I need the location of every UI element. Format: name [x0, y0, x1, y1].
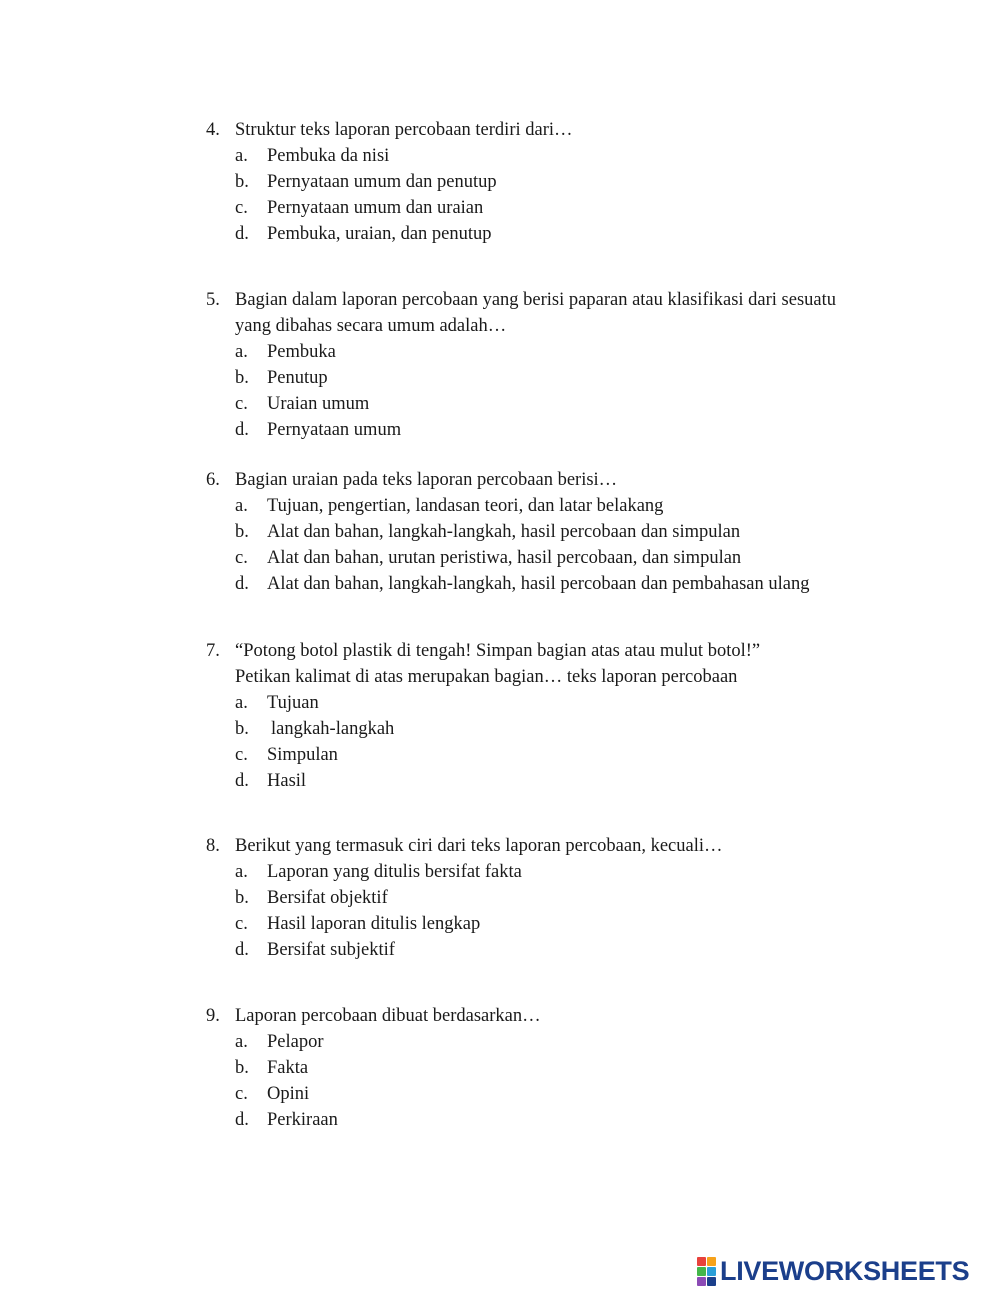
- question-stem: [235, 833, 906, 859]
- options-list: [235, 493, 906, 597]
- option-a[interactable]: [235, 493, 906, 519]
- option-b[interactable]: [235, 169, 906, 195]
- option-letter: b.: [235, 1058, 249, 1078]
- option-text: Hasil: [267, 771, 307, 791]
- option-letter: b.: [235, 719, 249, 739]
- question-5: [206, 287, 906, 443]
- logo-blocks-icon: [697, 1257, 716, 1286]
- question-6: [206, 467, 906, 597]
- logo-block: [707, 1277, 716, 1286]
- option-text: Tujuan: [267, 693, 319, 713]
- stem-line: Berikut yang termasuk ciri dari teks laporan percobaan, kecuali…: [235, 836, 723, 856]
- logo-block: [697, 1267, 706, 1276]
- option-text: Penutup: [267, 368, 328, 388]
- option-a[interactable]: [235, 143, 906, 169]
- logo-block: [697, 1257, 706, 1266]
- option-letter: d.: [235, 771, 249, 791]
- logo-block: [697, 1277, 706, 1286]
- option-letter: d.: [235, 1110, 249, 1130]
- option-b[interactable]: [235, 519, 906, 545]
- option-letter: a.: [235, 146, 248, 166]
- option-d[interactable]: [235, 417, 906, 443]
- option-d[interactable]: [235, 221, 906, 247]
- option-text: Pernyataan umum dan penutup: [267, 172, 497, 192]
- question-stem: [235, 638, 906, 690]
- option-letter: a.: [235, 342, 248, 362]
- question-number: 4.: [206, 120, 220, 140]
- question-9: [206, 1003, 906, 1133]
- option-a[interactable]: [235, 339, 906, 365]
- option-text: langkah-langkah: [271, 719, 395, 739]
- question-7: [206, 638, 906, 794]
- question-number: 5.: [206, 290, 220, 310]
- option-text: Bersifat subjektif: [267, 940, 395, 960]
- logo-text: LIVEWORKSHEETS: [720, 1256, 970, 1286]
- option-text: Fakta: [267, 1058, 309, 1078]
- options-list: [235, 859, 906, 963]
- option-letter: a.: [235, 496, 248, 516]
- question-number: 7.: [206, 641, 220, 661]
- stem-line: Bagian uraian pada teks laporan percobaan berisi…: [235, 470, 618, 490]
- stem-line: Bagian dalam laporan percobaan yang berisi paparan atau klasifikasi dari sesuatu: [235, 290, 837, 310]
- option-text: Opini: [267, 1084, 310, 1104]
- option-c[interactable]: [235, 742, 906, 768]
- option-letter: c.: [235, 394, 248, 414]
- option-b[interactable]: [235, 885, 906, 911]
- option-c[interactable]: [235, 545, 906, 571]
- option-text: Simpulan: [267, 745, 338, 765]
- option-d[interactable]: [235, 768, 906, 794]
- option-a[interactable]: [235, 859, 906, 885]
- question-stem: [235, 287, 906, 339]
- stem-line: Petikan kalimat di atas merupakan bagian… teks laporan percobaan: [235, 667, 738, 687]
- option-d[interactable]: [235, 1107, 906, 1133]
- question-number: 9.: [206, 1006, 220, 1026]
- option-text: Bersifat objektif: [267, 888, 388, 908]
- option-text: Pernyataan umum dan uraian: [267, 198, 484, 218]
- option-b[interactable]: [235, 365, 906, 391]
- option-letter: d.: [235, 940, 249, 960]
- option-letter: b.: [235, 888, 249, 908]
- options-list: [235, 339, 906, 443]
- option-letter: b.: [235, 368, 249, 388]
- option-text: Hasil laporan ditulis lengkap: [267, 914, 481, 934]
- option-letter: c.: [235, 548, 248, 568]
- question-stem: [235, 117, 906, 143]
- option-text: Tujuan, pengertian, landasan teori, dan latar belakang: [267, 496, 664, 516]
- option-letter: a.: [235, 693, 248, 713]
- option-letter: b.: [235, 172, 249, 192]
- option-letter: d.: [235, 224, 249, 244]
- option-letter: b.: [235, 522, 249, 542]
- option-text: Uraian umum: [267, 394, 370, 414]
- option-letter: c.: [235, 198, 248, 218]
- question-stem: [235, 1003, 906, 1029]
- question-8: [206, 833, 906, 963]
- option-letter: a.: [235, 862, 248, 882]
- option-c[interactable]: [235, 1081, 906, 1107]
- option-a[interactable]: [235, 1029, 906, 1055]
- options-list: [235, 143, 906, 247]
- option-text: Perkiraan: [267, 1110, 338, 1130]
- option-letter: a.: [235, 1032, 248, 1052]
- liveworksheets-logo: [697, 1257, 969, 1285]
- question-stem: [235, 467, 906, 493]
- option-d[interactable]: [235, 937, 906, 963]
- options-list: [235, 1029, 906, 1133]
- option-text: Alat dan bahan, langkah-langkah, hasil percobaan dan pembahasan ulang: [267, 574, 810, 594]
- option-text: Alat dan bahan, langkah-langkah, hasil percobaan dan simpulan: [267, 522, 741, 542]
- option-text: Laporan yang ditulis bersifat fakta: [267, 862, 522, 882]
- options-list: [235, 690, 906, 794]
- stem-line: “Potong botol plastik di tengah! Simpan bagian atas atau mulut botol!”: [235, 641, 761, 661]
- option-a[interactable]: [235, 690, 906, 716]
- logo-block: [707, 1267, 716, 1276]
- option-text: Pembuka da nisi: [267, 146, 390, 166]
- option-c[interactable]: [235, 391, 906, 417]
- question-number: 6.: [206, 470, 220, 490]
- option-c[interactable]: [235, 195, 906, 221]
- option-b[interactable]: [235, 1055, 906, 1081]
- stem-line: Laporan percobaan dibuat berdasarkan…: [235, 1006, 541, 1026]
- option-letter: c.: [235, 1084, 248, 1104]
- stem-line: Struktur teks laporan percobaan terdiri dari…: [235, 120, 573, 140]
- question-4: [206, 117, 906, 247]
- option-text: Pembuka: [267, 342, 336, 362]
- stem-line: yang dibahas secara umum adalah…: [235, 316, 507, 336]
- option-letter: d.: [235, 574, 249, 594]
- logo-block: [707, 1257, 716, 1266]
- option-letter: c.: [235, 745, 248, 765]
- option-c[interactable]: [235, 911, 906, 937]
- option-text: Pelapor: [267, 1032, 324, 1052]
- option-d[interactable]: [235, 571, 906, 597]
- option-text: Alat dan bahan, urutan peristiwa, hasil percobaan, dan simpulan: [267, 548, 742, 568]
- option-letter: c.: [235, 914, 248, 934]
- option-letter: d.: [235, 420, 249, 440]
- option-text: Pernyataan umum: [267, 420, 402, 440]
- question-number: 8.: [206, 836, 220, 856]
- option-b[interactable]: [235, 716, 906, 742]
- option-text: Pembuka, uraian, dan penutup: [267, 224, 492, 244]
